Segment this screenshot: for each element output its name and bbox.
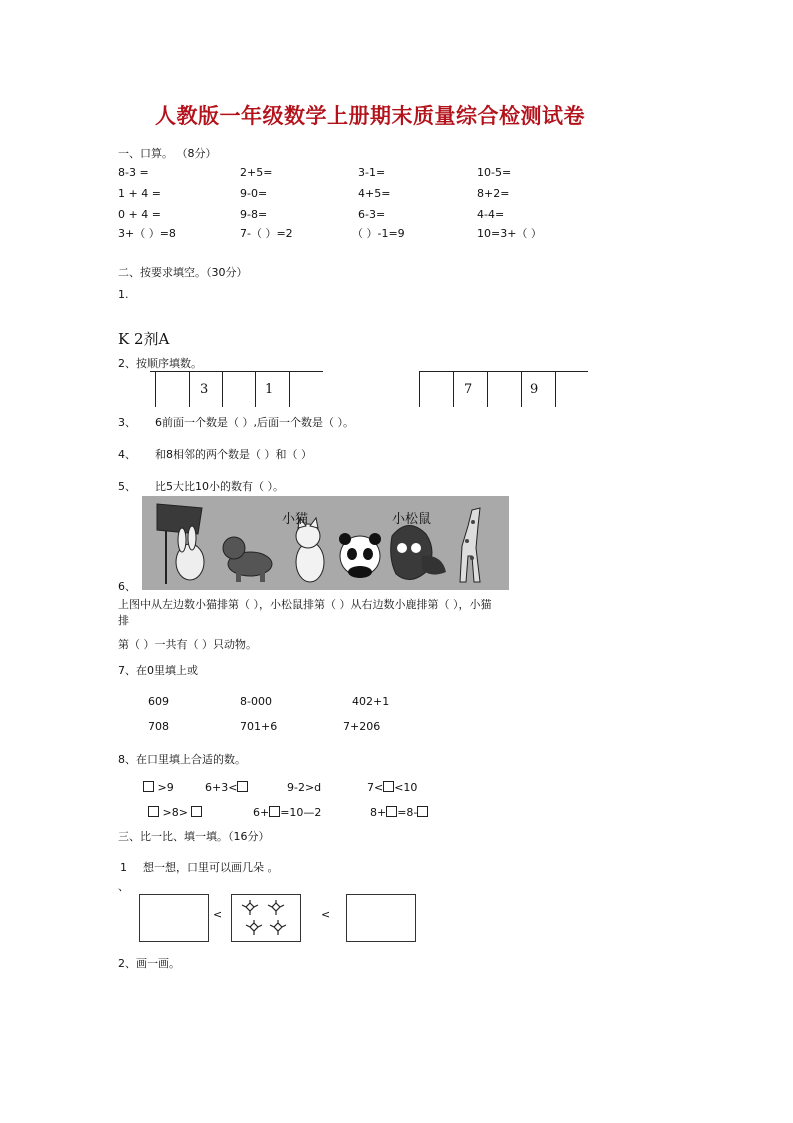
- expr: 7<: [367, 781, 384, 794]
- calc-item: 2+5=: [240, 166, 273, 179]
- question-6-number: 6、: [118, 580, 136, 593]
- blank-square[interactable]: [143, 781, 154, 792]
- expr: =8-: [397, 806, 418, 819]
- question-5: 比5大比10小的数有（ ）。: [155, 480, 284, 493]
- blank-square[interactable]: [148, 806, 159, 817]
- calc-item: 0 + 4 =: [118, 208, 161, 221]
- question-5-number: 5、: [118, 480, 136, 493]
- expr: 9-2>d: [287, 781, 322, 794]
- compare-item: 701+6: [240, 720, 278, 733]
- blank-square[interactable]: [386, 806, 397, 817]
- compare-item: 609: [148, 695, 169, 708]
- question-6-line3: 第（ ）一共有（ ）只动物。: [118, 638, 257, 651]
- question-6-line2: 排: [118, 614, 129, 627]
- expr: <10: [394, 781, 418, 794]
- fill-item: [143, 781, 174, 794]
- expr: 8+: [370, 806, 387, 819]
- flower-box: [231, 894, 301, 942]
- expr: >8>: [162, 806, 188, 819]
- fill-item: [148, 806, 202, 819]
- question-4: 和8相邻的两个数是（ ）和（ ）: [155, 448, 312, 461]
- calc-item: 6-3=: [358, 208, 386, 221]
- squirrel-label: 小松鼠: [392, 512, 432, 527]
- blank-square[interactable]: [417, 806, 428, 817]
- question-4-number: 4、: [118, 448, 136, 461]
- blank-square[interactable]: [237, 781, 248, 792]
- fill-item: [253, 806, 321, 819]
- blank-square[interactable]: [383, 781, 394, 792]
- question-3: 6前面一个数是（ ）,后面一个数是（ ）。: [155, 416, 354, 429]
- fill-item: [370, 806, 428, 819]
- question-1-number: 1: [120, 861, 127, 874]
- question-1-number: 1.: [118, 288, 129, 301]
- compare-item: 7+206: [343, 720, 381, 733]
- question-1: 想一想，口里可以画几朵 。: [143, 861, 279, 874]
- answer-box-right[interactable]: [346, 894, 416, 942]
- calc-item: 9-0=: [240, 187, 268, 200]
- calc-item: 3+（ ）=8: [118, 227, 176, 240]
- calc-item: 8-3 =: [118, 166, 149, 179]
- fill-item: [367, 781, 417, 794]
- compare-item: 402+1: [352, 695, 390, 708]
- garbled-text: K 2剂A: [118, 330, 170, 348]
- sequence-number: 7: [464, 382, 473, 397]
- sequence-number: 3: [200, 382, 209, 397]
- cat-label: 小猫: [282, 512, 309, 527]
- expr: 6+3<: [205, 781, 238, 794]
- question-3-number: 3、: [118, 416, 136, 429]
- calc-item: 8+2=: [477, 187, 510, 200]
- calc-item: 10-5=: [477, 166, 512, 179]
- compare-item: 708: [148, 720, 169, 733]
- question-1-mark: 、: [118, 880, 129, 893]
- section-3-heading: 三、比一比、填一填。（16分）: [118, 830, 270, 843]
- page-title: 人教版一年级数学上册期末质量综合检测试卷: [155, 103, 585, 128]
- question-7: 7、在0里填上或: [118, 664, 198, 677]
- fill-item: [287, 781, 321, 794]
- calc-item: 3-1=: [358, 166, 386, 179]
- calc-item: 1 + 4 =: [118, 187, 161, 200]
- calc-item: 7-（ ）=2: [240, 227, 293, 240]
- expr: >9: [157, 781, 174, 794]
- question-2: 2、画一画。: [118, 957, 180, 970]
- section-1-heading: 一、口算。 （8分）: [118, 147, 217, 160]
- calc-item: 9-8=: [240, 208, 268, 221]
- calc-item: （ ）-1=9: [352, 227, 405, 240]
- expr: =10—2: [280, 806, 322, 819]
- less-than-sign: <: [321, 908, 331, 921]
- question-8: 8、在口里填上合适的数。: [118, 753, 246, 766]
- question-2: 2、按顺序填数。: [118, 357, 202, 370]
- blank-square[interactable]: [191, 806, 202, 817]
- flower-icon: [232, 895, 300, 941]
- answer-box-left[interactable]: [139, 894, 209, 942]
- question-6-line1: 上图中从左边数小猫排第（ ），小松鼠排第（ ）从右边数小鹿排第（ ），小猫: [118, 598, 492, 611]
- animals-picture: [142, 496, 509, 590]
- sequence-number: 1: [265, 382, 274, 397]
- sequence-number: 9: [530, 382, 539, 397]
- calc-item: 4-4=: [477, 208, 505, 221]
- calc-item: 4+5=: [358, 187, 391, 200]
- blank-square[interactable]: [269, 806, 280, 817]
- section-2-heading: 二、按要求填空。（30分）: [118, 266, 248, 279]
- calc-item: 10=3+（ ）: [477, 227, 542, 240]
- animals-illustration: [142, 496, 509, 590]
- fill-item: [205, 781, 248, 794]
- compare-item: 8-000: [240, 695, 272, 708]
- expr: 6+: [253, 806, 270, 819]
- less-than-sign: <: [213, 908, 223, 921]
